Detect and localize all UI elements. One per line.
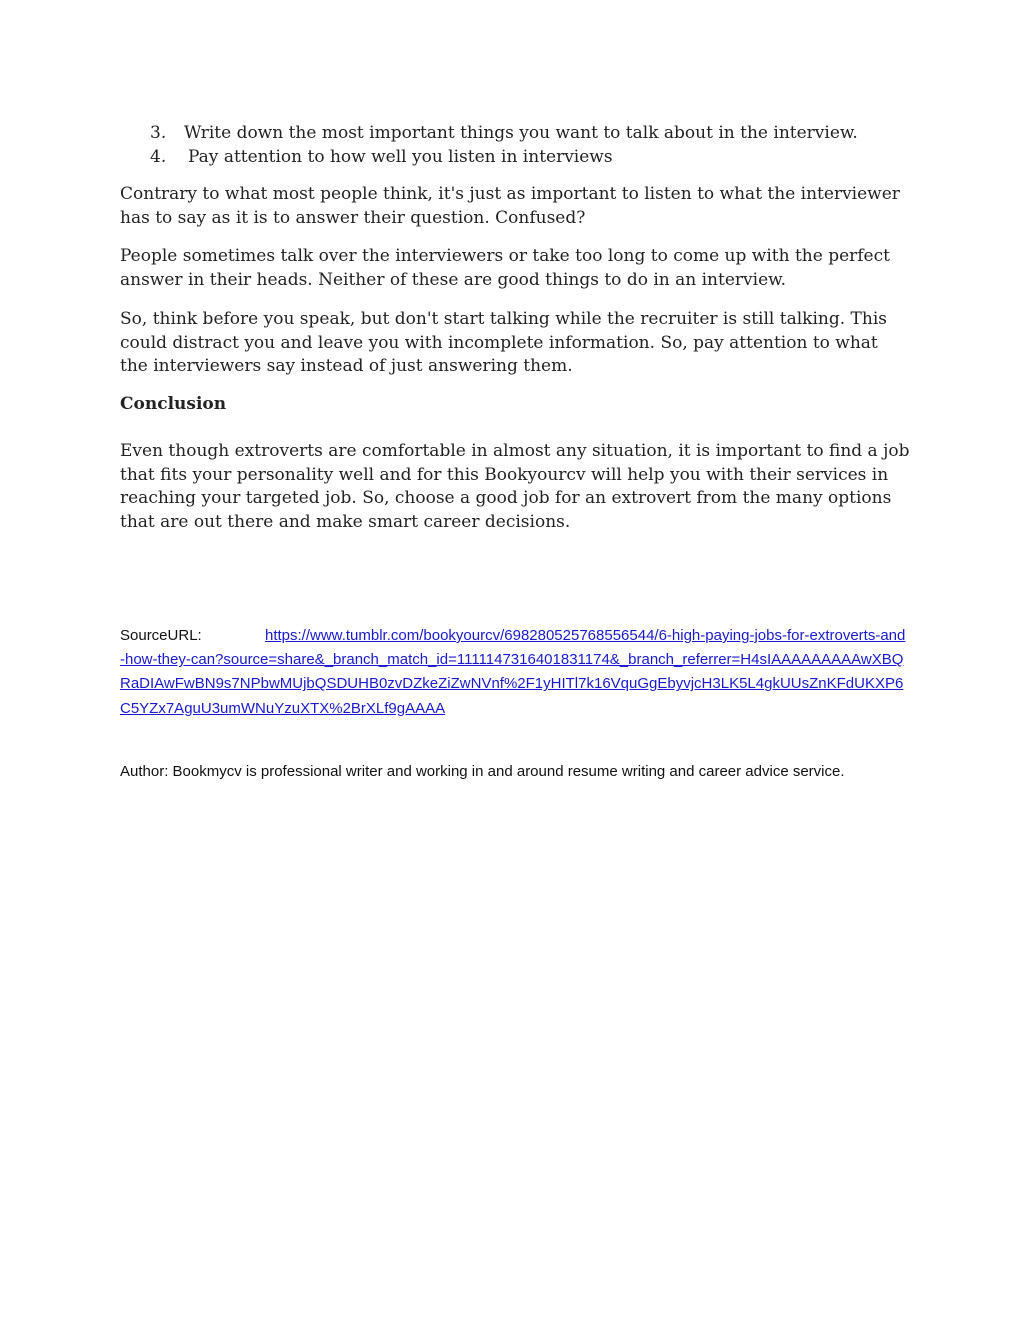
source-url-block xyxy=(120,624,910,721)
conclusion-paragraph: Even though extroverts are comfortable in almost any situation, it is important to find a job that fits your personality well and for this Bookyourcv will help you with their services in reaching your targeted job. So, choose a good job for an extrovert from the many options that are out there and make smart career decisions. xyxy=(120,441,910,532)
list-item-number: 3. xyxy=(150,123,167,143)
body-paragraph: So, think before you speak, but don't start talking while the recruiter is still talking. This could distract you and leave you with incomplete information. So, pay attention to what the interviewers say instead of just answering them. xyxy=(120,309,887,376)
author-note: Author: Bookmycv is professional writer and working in and around resume writing and career advice service. xyxy=(120,763,845,780)
conclusion-heading: Conclusion xyxy=(120,394,227,414)
source-url-link[interactable]: https://www.tumblr.com/bookyourcv/698280525768556544/6-high-paying-jobs-for-extroverts-and-how-they-can?source=share&_branch_match_id=1111147316401831174&_branch_referrer=H4sIAAAAAAAAAwXBQRaDIAwFwBN9s7NPbwMUjbQSDUHB0zvDZkeZiZwNVnf%2F1yHITl7k16VquGgEbyvjcH3LK5L4gkUUsZnKFdUKXP6C5YZx7AguU3umWNuYzuXTX%2BrXLf9gAAAA xyxy=(120,627,906,717)
list-item xyxy=(150,145,910,169)
list-item xyxy=(150,121,910,145)
body-paragraph: Contrary to what most people think, it's just as important to listen to what the interviewer has to say as it is to answer their question. Confused? xyxy=(120,184,900,228)
body-paragraph: People sometimes talk over the interviewers or take too long to come up with the perfect answer in their heads. Neither of these are good things to do in an interview. xyxy=(120,246,890,290)
numbered-list xyxy=(150,121,910,169)
list-item-text: Write down the most important things you want to talk about in the interview. xyxy=(184,123,858,143)
list-item-number: 4. xyxy=(150,147,167,167)
list-item-text: Pay attention to how well you listen in interviews xyxy=(188,147,613,167)
source-url-label: SourceURL: xyxy=(120,627,202,644)
